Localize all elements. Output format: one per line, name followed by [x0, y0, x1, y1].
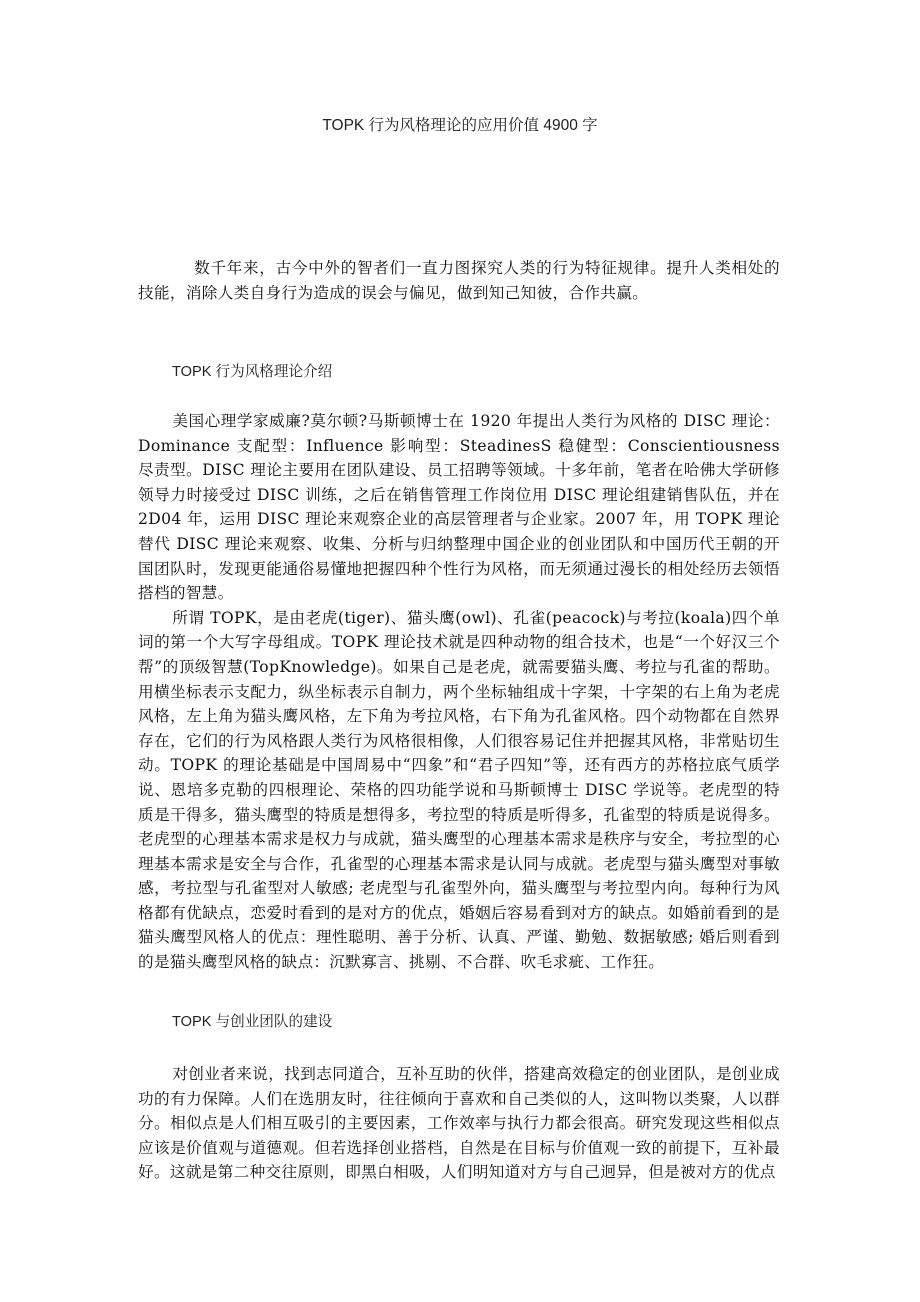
- section-heading-startup-team: TOPK 与创业团队的建设: [172, 1014, 333, 1030]
- paragraph-startup-team: 对创业者来说，找到志同道合，互补互助的伙伴，搭建高效稳定的创业团队，是创业成功的有力保障。人们在选朋友时，往往倾向于喜欢和自己类似的人，这叫物以类聚，人以群分。相似点是人们相互吸引的主要因素，工作效率与执行力都会很高。研究发现这些相似点应该是价值观与道德观。但若选择创业搭档，自然是在目标与价值观一致的前提下，互补最好。这就是第二种交往原则，即黑白相吸，人们明知道对方与自己迥异，但是被对方的优点: [138, 1065, 780, 1182]
- paragraph-disc-history: 美国心理学家威廉?莫尔顿?马斯顿博士在 1920 年提出人类行为风格的 DISC 理论：Dominance 支配型：Influence 影响型：SteadinesS 稳健型：Conscientiousness 尽责型。DISC 理论主要用在团队建设、员工招聘等领域。十多年前，笔者在哈佛大学研修领导力时接受过 DISC 训练，之后在销售管理工作岗位用 DISC 理论组建销售队伍，并在 2D04 年，运用 DISC 理论来观察企业的高层管理者与企业家。2007 年，用 TOPK 理论替代 DISC 理论来观察、收集、分析与归纳整理中国企业的创业团队和中国历代王朝的开国团队时，发现更能通俗易懂地把握四种个性行为风格，而无须通过漫长的相处经历去领悟搭档的智慧。: [138, 412, 780, 603]
- section-introduction: [138, 409, 780, 975]
- paragraph-topk-definition: 所谓 TOPK，是由老虎(tiger)、猫头鹰(owl)、孔雀(peacock)与考拉(koala)四个单词的第一个大写字母组成。TOPK 理论技术就是四种动物的组合技术，也是“一个好汉三个帮”的顶级智慧(TopKnowledge)。如果自己是老虎，就需要猫头鹰、考拉与孔雀的帮助。用横坐标表示支配力，纵坐标表示自制力，两个坐标轴组成十字架，十字架的右上角为老虎风格，左上角为猫头鹰风格，左下角为考拉风格，右下角为孔雀风格。四个动物都在自然界存在，它们的行为风格跟人类行为风格很相像，人们很容易记住并把握其风格，非常贴切生动。TOPK 的理论基础是中国周易中“四象”和“君子四知”等，还有西方的苏格拉底气质学说、恩培多克勒的四根理论、荣格的四功能学说和马斯顿博士 DISC 学说等。老虎型的特质是干得多，猫头鹰型的特质是想得多，考拉型的特质是听得多，孔雀型的特质是说得多。老虎型的心理基本需求是权力与成就，猫头鹰型的心理基本需求是秩序与安全，考拉型的心理基本需求是安全与合作，孔雀型的心理基本需求是认同与成就。老虎型与猫头鹰型对事敏感，考拉型与孔雀型对人敏感; 老虎型与孔雀型外向，猫头鹰型与考拉型内向。每种行为风格都有优缺点，恋爱时看到的是对方的优点，婚姻后容易看到对方的缺点。如婚前看到的是猫头鹰型风格人的优点：理性聪明、善于分析、认真、严谨、勤勉、数据敏感; 婚后则看到的是猫头鹰型风格的缺点：沉默寡言、挑剔、不合群、吹毛求疵、工作狂。: [138, 608, 780, 972]
- intro-block: [138, 256, 780, 305]
- section-startup-team: [138, 1062, 780, 1185]
- section-heading-introduction: TOPK 行为风格理论介绍: [172, 364, 333, 380]
- document-title: TOPK 行为风格理论的应用价值 4900 字: [322, 117, 598, 134]
- intro-paragraph: 数千年来，古今中外的智者们一直力图探究人类的行为特征规律。提升人类相处的技能，消除人类自身行为造成的误会与偏见，做到知己知彼，合作共赢。: [138, 259, 780, 302]
